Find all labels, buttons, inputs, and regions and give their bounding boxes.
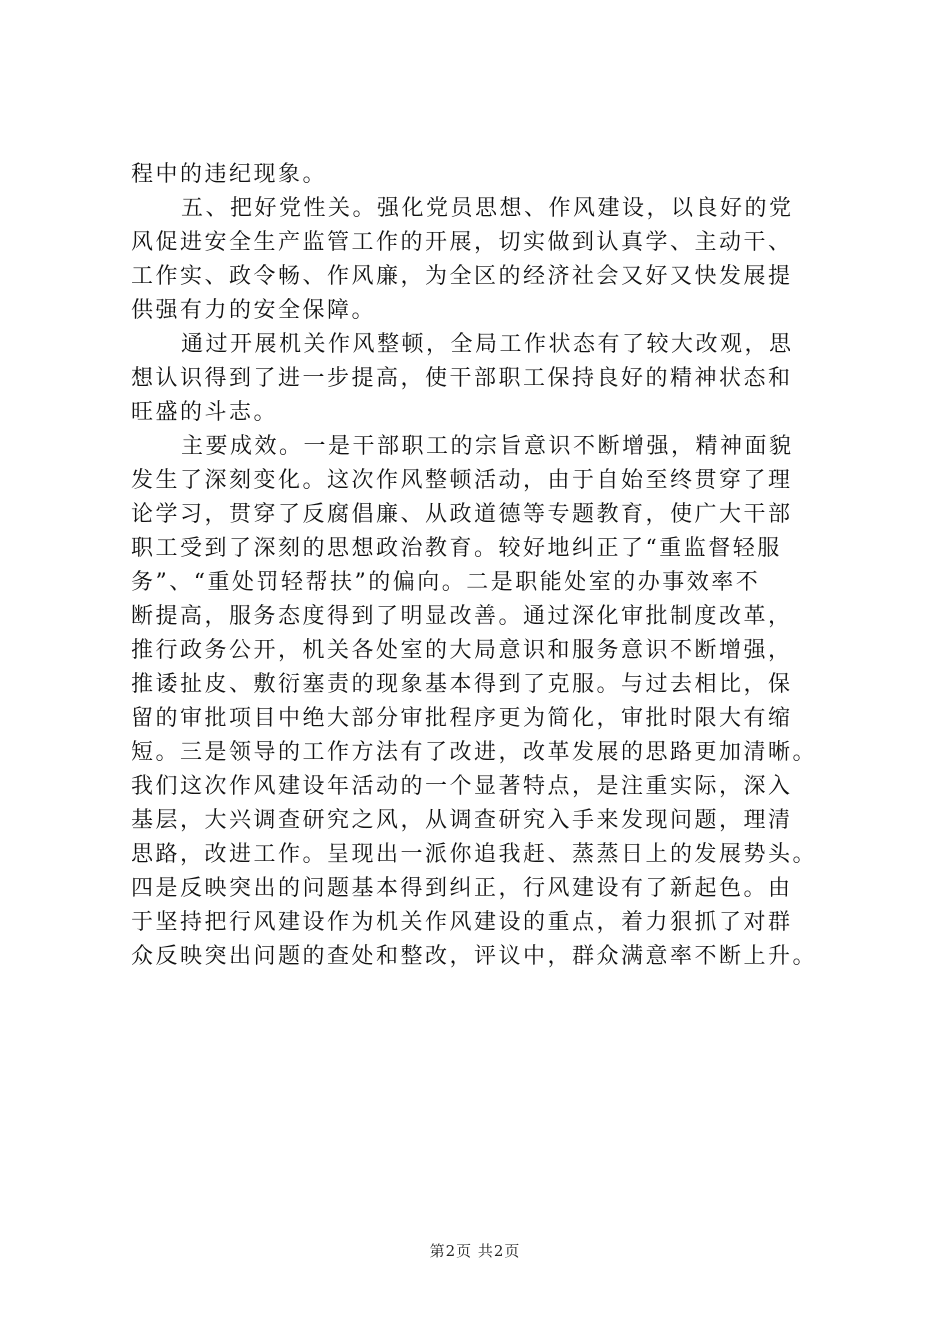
document-body (131, 158, 837, 974)
text-line: 推诿扯皮、敷衍塞责的现象基本得到了克服。与过去相比，保 (131, 672, 793, 697)
text-line: 我们这次作风建设年活动的一个显著特点，是注重实际，深入 (131, 774, 793, 799)
text-line: 发生了深刻变化。这次作风整顿活动，由于自始至终贯穿了理 (131, 468, 793, 493)
text-line: 留的审批项目中绝大部分审批程序更为简化，审批时限大有缩 (131, 706, 793, 731)
text-line: 风促进安全生产监管工作的开展，切实做到认真学、主动干、 (131, 230, 793, 255)
text-line: 推行政务公开，机关各处室的大局意识和服务意识不断增强， (131, 638, 793, 663)
text-line: 思路，改进工作。呈现出一派你追我赶、蒸蒸日上的发展势头。 (131, 842, 818, 867)
text-line: 务”、“重处罚轻帮扶”的偏向。二是职能处室的办事效率不 (131, 570, 761, 595)
text-line: 职工受到了深刻的思想政治教育。较好地纠正了“重监督轻服 (131, 536, 782, 561)
paragraph-start-line: 通过开展机关作风整顿，全局工作状态有了较大改观，思 (181, 332, 794, 357)
paragraph-start-line: 五、把好党性关。强化党员思想、作风建设，以良好的党 (181, 196, 794, 221)
text-line: 断提高，服务态度得到了明显改善。通过深化审批制度改革， (131, 604, 793, 629)
text-line: 程中的违纪现象。 (131, 162, 328, 187)
text-line: 于坚持把行风建设作为机关作风建设的重点，着力狠抓了对群 (131, 910, 793, 935)
paragraph-start-line: 主要成效。一是干部职工的宗旨意识不断增强，精神面貌 (181, 434, 794, 459)
text-line: 四是反映突出的问题基本得到纠正，行风建设有了新起色。由 (131, 876, 793, 901)
text-line: 短。三是领导的工作方法有了改进，改革发展的思路更加清晰。 (131, 740, 818, 765)
text-line: 论学习，贯穿了反腐倡廉、从政道德等专题教育，使广大干部 (131, 502, 793, 527)
text-line: 众反映突出问题的查处和整改，评议中，群众满意率不断上升。 (131, 944, 818, 969)
text-line: 旺盛的斗志。 (131, 400, 279, 425)
text-line: 基层，大兴调查研究之风，从调查研究入手来发现问题，理清 (131, 808, 793, 833)
text-line: 供强有力的安全保障。 (131, 298, 377, 323)
text-line: 想认识得到了进一步提高，使干部职工保持良好的精神状态和 (131, 366, 793, 391)
page-number-footer: 第2页 共2页 (429, 1242, 521, 1260)
text-line: 工作实、政令畅、作风廉，为全区的经济社会又好又快发展提 (131, 264, 793, 289)
